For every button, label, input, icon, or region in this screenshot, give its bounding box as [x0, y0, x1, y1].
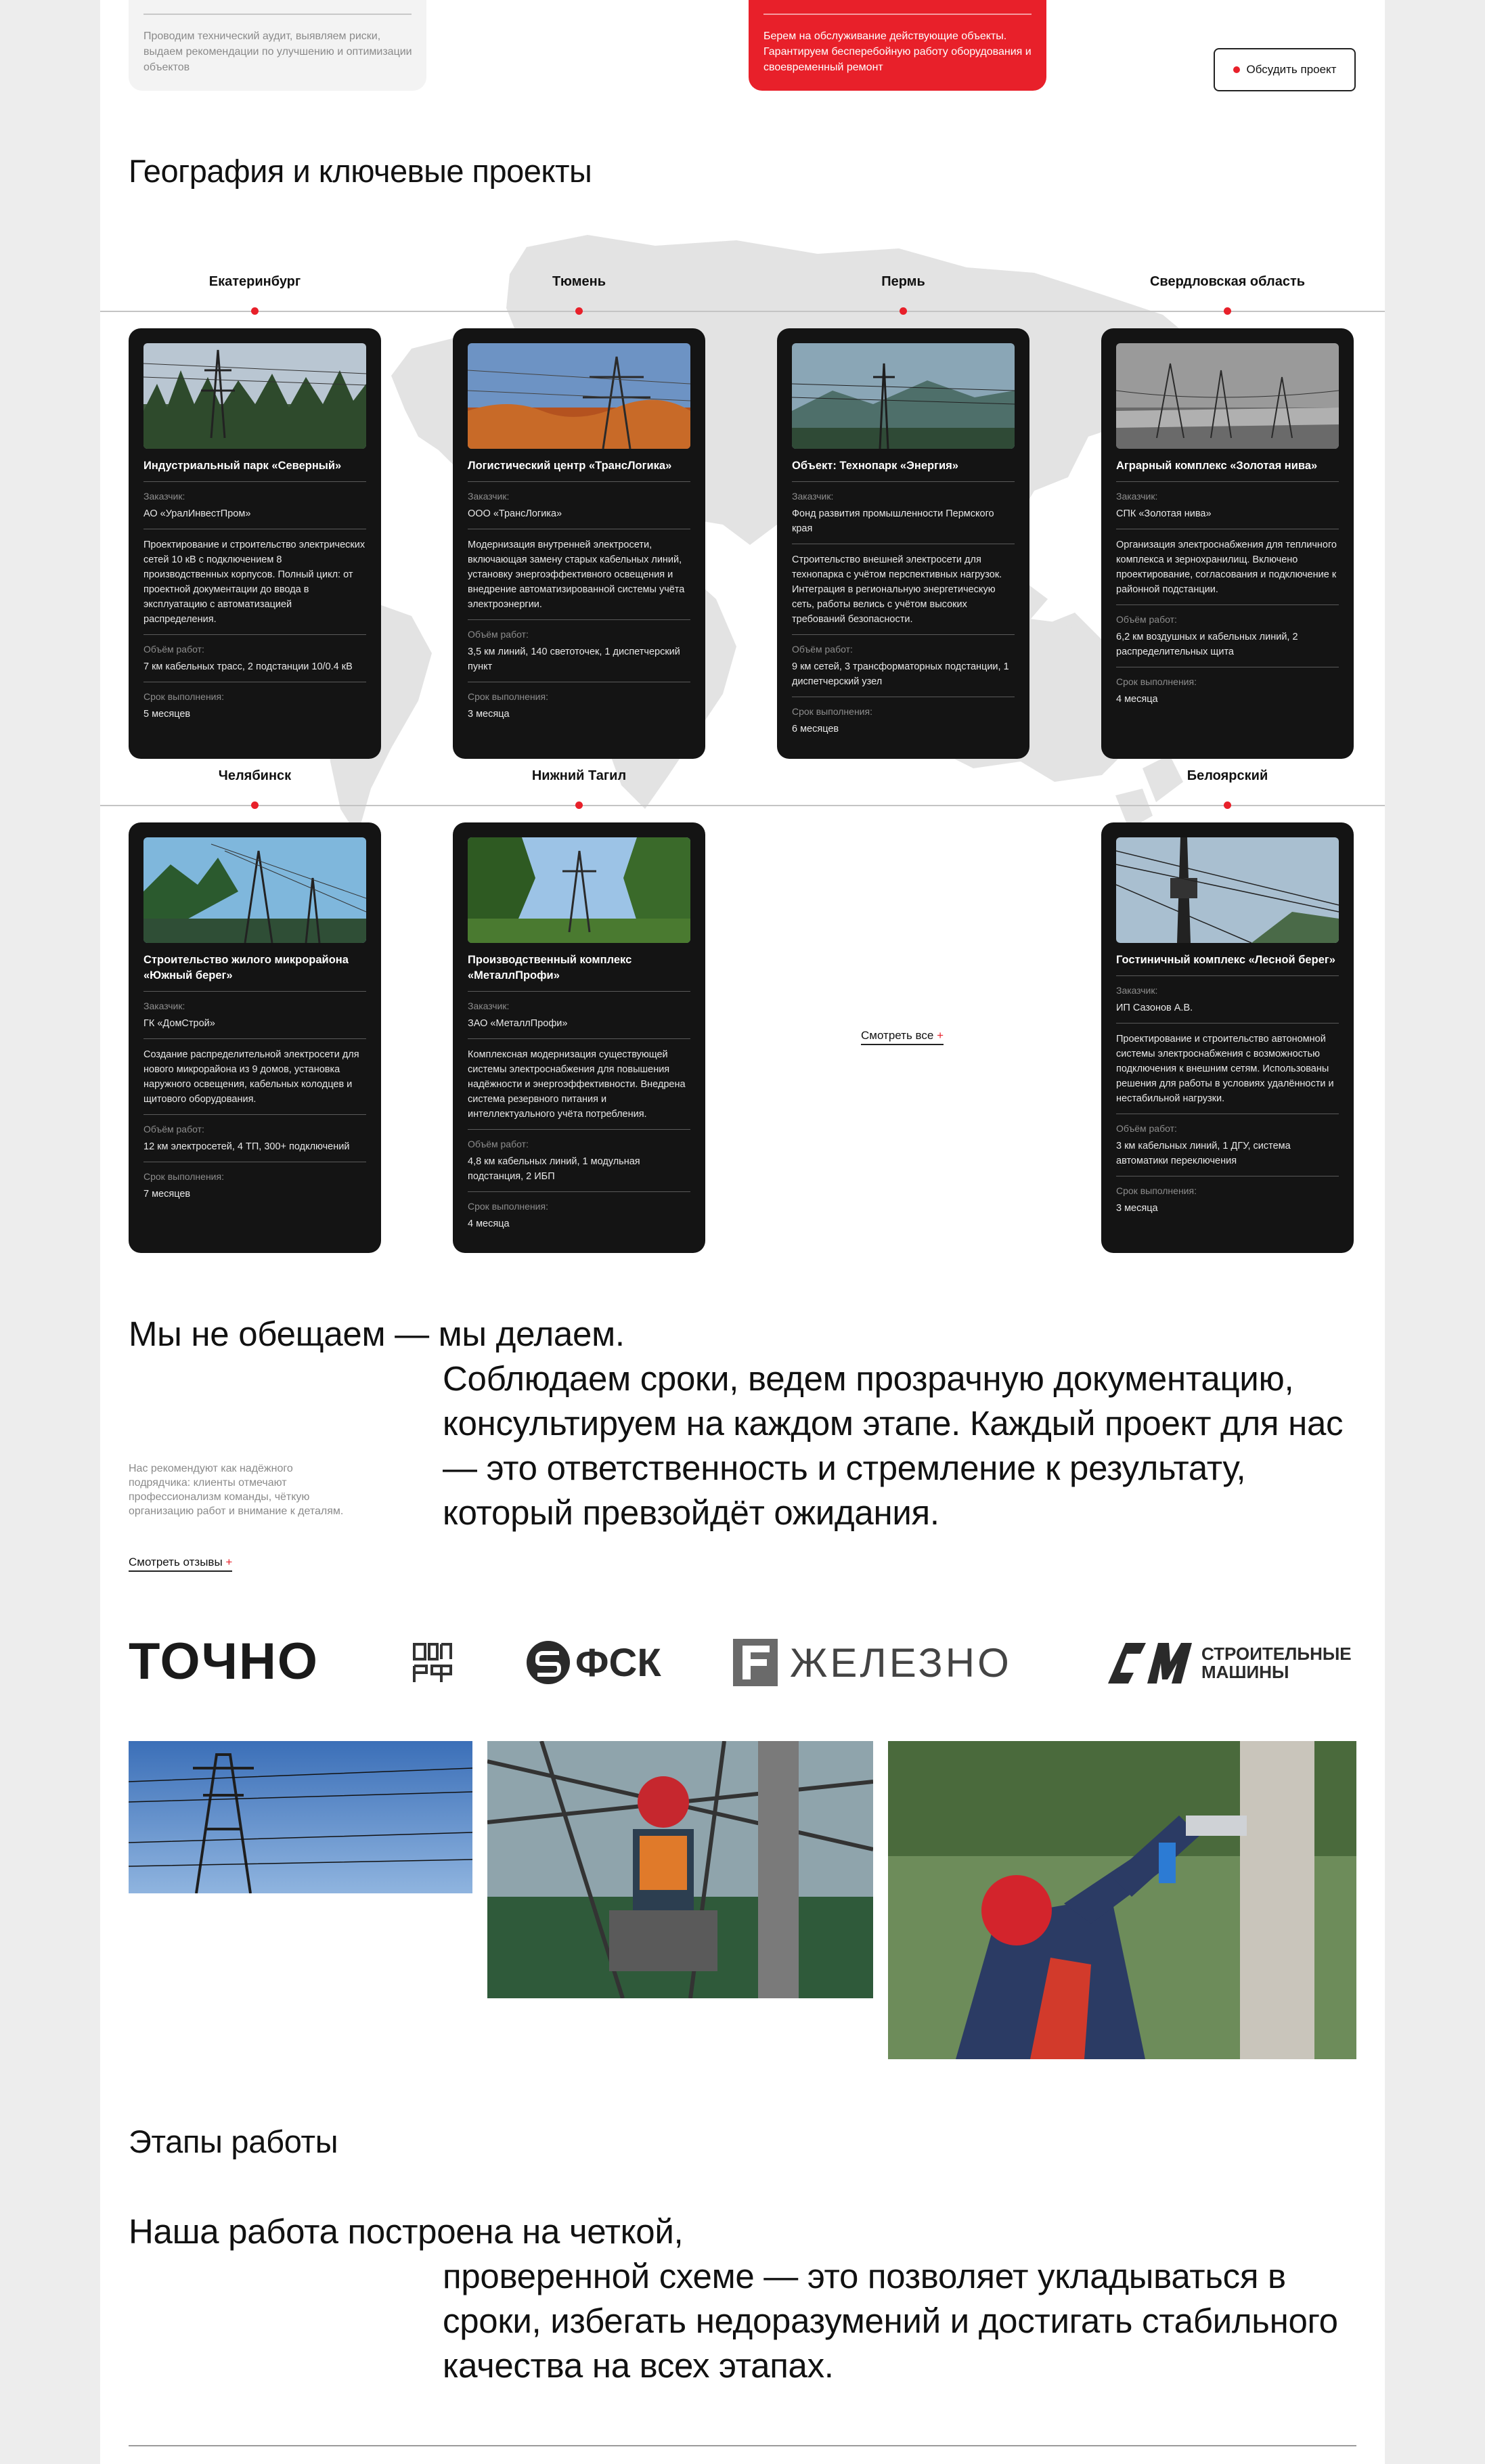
- service-card-audit: [129, 0, 426, 91]
- divider: [1116, 604, 1339, 605]
- project-card[interactable]: [453, 328, 705, 759]
- reviews-note: Нас рекомендуют как надёжного подрядчика: клиенты отмечают профессионализм команды, чёткую организацию работ и внимание к деталям.: [129, 1463, 344, 1517]
- project-photo: [468, 837, 690, 943]
- divider: [468, 1191, 690, 1192]
- zhelezno-emblem-icon: [733, 1639, 778, 1686]
- divider: [792, 634, 1015, 635]
- location-dot: [900, 307, 907, 315]
- world-map: [303, 234, 1224, 1012]
- promise-body: Соблюдаем сроки, ведем прозрачную документацию, консультируем на каждом этапе. Каждый проект для нас — это ответственность и стремление к результату, который превзойдёт ожидания.: [443, 1359, 1344, 1532]
- project-card[interactable]: [1101, 328, 1354, 759]
- volume-label: Объём работ:: [1116, 1123, 1177, 1134]
- project-photo: [468, 343, 690, 449]
- project-card[interactable]: [129, 328, 381, 759]
- location-dot: [1224, 801, 1231, 809]
- location-dot: [251, 307, 259, 315]
- volume-value: 7 км кабельных трасс, 2 подстанции 10/0.4 кВ: [143, 661, 353, 672]
- volume-value: 4,8 км кабельных линий, 1 модульная подстанция, 2 ИБП: [468, 1156, 640, 1182]
- location-dot: [1224, 307, 1231, 315]
- term-label: Срок выполнения:: [792, 706, 872, 717]
- steps-body: проверенной схеме — это позволяет укладываться в сроки, избегать недоразумений и достигать стабильного качества на всех этапах.: [443, 2257, 1338, 2385]
- project-description: Организация электроснабжения для тепличного комплекса и зернохранилищ. Включено проектирование, согласования и подключение к районной подстанции.: [1116, 540, 1337, 595]
- project-photo: [143, 837, 366, 943]
- plus-icon: +: [937, 1029, 944, 1042]
- reviews-link-label: Смотреть отзывы: [129, 1556, 223, 1568]
- volume-label: Объём работ:: [468, 629, 529, 640]
- customer-label: Заказчик:: [143, 491, 185, 502]
- customer-label: Заказчик:: [1116, 985, 1158, 996]
- term-value: 4 месяца: [1116, 694, 1158, 705]
- partner-logo-zhelezno: [733, 1637, 1012, 1688]
- discuss-project-button[interactable]: [1214, 48, 1356, 91]
- project-description: Комплексная модернизация существующей системы электроснабжения для повышения надёжности и энергоэффективности. Внедрена система резервного питания и интеллектуального учёта потребления.: [468, 1049, 686, 1120]
- divider: [143, 14, 412, 15]
- project-description: Модернизация внутренней электросети, включающая замену старых кабельных линий, установку энергоэффективного освещения и внедрение автоматизированной системы учёта электроэнергии.: [468, 540, 685, 610]
- divider: [468, 481, 690, 482]
- term-label: Срок выполнения:: [1116, 1185, 1197, 1196]
- volume-label: Объём работ:: [468, 1139, 529, 1149]
- geography-title: География и ключевые проекты: [129, 153, 592, 189]
- divider: [468, 991, 690, 992]
- city-label: Свердловская область: [1149, 274, 1306, 289]
- divider: [1116, 1023, 1339, 1024]
- project-title: Аграрный комплекс «Золотая нива»: [1116, 460, 1318, 472]
- divider: [1116, 975, 1339, 976]
- volume-value: 6,2 км воздушных и кабельных линий, 2 распределительных щита: [1116, 632, 1298, 657]
- customer-value: ООО «ТрансЛогика»: [468, 508, 562, 519]
- divider: [792, 481, 1015, 482]
- volume-value: 3 км кабельных линий, 1 ДГУ, система автоматики переключения: [1116, 1141, 1291, 1166]
- term-value: 3 месяца: [468, 709, 510, 720]
- term-value: 4 месяца: [468, 1218, 510, 1229]
- location-dot: [575, 801, 583, 809]
- customer-value: ГК «ДомСтрой»: [143, 1018, 215, 1029]
- volume-value: 9 км сетей, 3 трансформаторных подстанции, 1 диспетчерский узел: [792, 661, 1009, 687]
- partner-logo-domrf: [412, 1642, 453, 1684]
- steps-title: Этапы работы: [129, 2124, 338, 2159]
- see-all-link[interactable]: [861, 1029, 944, 1045]
- divider: [143, 634, 366, 635]
- timeline-track: [100, 311, 1385, 312]
- divider: [468, 1038, 690, 1039]
- project-description: Проектирование и строительство автономной системы электроснабжения с возможностью подключения к внешним сетям. Использованы решения для работы в условиях удалённости и нестабильной нагрузки.: [1116, 1034, 1334, 1104]
- term-label: Срок выполнения:: [468, 691, 548, 702]
- customer-value: Фонд развития промышленности Пермского края: [792, 508, 994, 534]
- project-photo: [1116, 343, 1339, 449]
- sm-emblem-icon: [1105, 1639, 1193, 1688]
- zhelezno-wordmark: ЖЕЛЕЗНО: [790, 1640, 1012, 1686]
- term-label: Срок выполнения:: [143, 691, 224, 702]
- volume-label: Объём работ:: [143, 644, 204, 655]
- customer-label: Заказчик:: [1116, 491, 1158, 502]
- timeline-track: [100, 805, 1385, 806]
- term-value: 5 месяцев: [143, 709, 191, 720]
- project-card[interactable]: [453, 822, 705, 1253]
- dot-icon: [1233, 66, 1240, 73]
- term-label: Срок выполнения:: [143, 1171, 224, 1182]
- fsk-emblem-icon: [525, 1640, 571, 1686]
- customer-value: АО «УралИнвестПром»: [143, 508, 251, 519]
- location-dot: [575, 307, 583, 315]
- project-description: Проектирование и строительство электрических сетей 10 кВ с подключением 8 производственных корпусов. Полный цикл: от проектной документации до ввода в эксплуатацию с автоматизацией распределения.: [143, 540, 365, 625]
- gallery-photo: [487, 1741, 873, 1998]
- service-card-maintenance: [749, 0, 1046, 91]
- customer-label: Заказчик:: [468, 491, 510, 502]
- service-maintenance-text: Берем на обслуживание действующие объекты. Гарантируем бесперебойную работу оборудования и своевременный ремонт: [763, 30, 1032, 73]
- gallery-photo: [888, 1741, 1356, 2059]
- gallery-photo: [129, 1741, 472, 1893]
- promise-lead: Мы не обещаем — мы делаем.: [129, 1315, 625, 1353]
- city-label: Екатеринбург: [208, 274, 301, 289]
- customer-label: Заказчик:: [792, 491, 834, 502]
- volume-label: Объём работ:: [792, 644, 853, 655]
- project-description: Строительство внешней электросети для технопарка с учётом перспективных нагрузок. Интеграция в региональную энергетическую сеть, работы велись с учётом высоких требований безопасности.: [792, 554, 1002, 625]
- divider: [143, 1114, 366, 1115]
- discuss-project-label: Обсудить проект: [1246, 63, 1337, 76]
- fsk-wordmark: ФСК: [575, 1640, 661, 1685]
- see-all-label: Смотреть все: [861, 1029, 934, 1042]
- customer-value: ЗАО «МеталлПрофи»: [468, 1018, 568, 1029]
- service-audit-text: Проводим технический аудит, выявляем риски, выдаем рекомендации по улучшению и оптимизации объектов: [143, 30, 412, 73]
- divider: [143, 1038, 366, 1039]
- project-title: Производственный комплекс «МеталлПрофи»: [468, 954, 632, 982]
- divider: [143, 991, 366, 992]
- project-title: Индустриальный парк «Северный»: [143, 460, 342, 472]
- term-label: Срок выполнения:: [1116, 676, 1197, 687]
- divider: [763, 14, 1032, 15]
- project-title: Объект: Технопарк «Энергия»: [792, 460, 958, 472]
- customer-value: СПК «Золотая нива»: [1116, 508, 1212, 519]
- location-dot: [251, 801, 259, 809]
- term-value: 3 месяца: [1116, 1203, 1158, 1214]
- partner-logo-tochno: ТОЧНО: [129, 1633, 319, 1690]
- sm-line2: МАШИНЫ: [1201, 1662, 1289, 1682]
- project-description: Создание распределительной электросети для нового микрорайона из 9 домов, установка наружного освещения, кабельных колодцев и щитового оборудования.: [143, 1049, 359, 1105]
- project-title: Гостиничный комплекс «Лесной берег»: [1116, 954, 1335, 966]
- project-title: Строительство жилого микрорайона «Южный берег»: [143, 954, 349, 982]
- volume-value: 3,5 км линий, 140 светоточек, 1 диспетчерский пункт: [468, 646, 680, 672]
- divider: [468, 1129, 690, 1130]
- term-value: 7 месяцев: [143, 1189, 191, 1200]
- city-label: Челябинск: [218, 768, 292, 783]
- project-photo: [143, 343, 366, 449]
- project-card[interactable]: [1101, 822, 1354, 1253]
- project-card[interactable]: [777, 328, 1029, 759]
- volume-value: 12 км электросетей, 4 ТП, 300+ подключений: [143, 1141, 350, 1152]
- divider: [1116, 481, 1339, 482]
- term-value: 6 месяцев: [792, 724, 839, 734]
- project-photo: [1116, 837, 1339, 943]
- partner-logo-sm: [1105, 1638, 1352, 1688]
- customer-label: Заказчик:: [468, 1000, 510, 1011]
- city-label: Пермь: [881, 274, 925, 289]
- divider: [129, 2445, 1356, 2446]
- sm-line1: СТРОИТЕЛЬНЫЕ: [1201, 1644, 1352, 1664]
- steps-lead: Наша работа построена на четкой,: [129, 2212, 684, 2251]
- term-label: Срок выполнения:: [468, 1201, 548, 1212]
- city-label: Белоярский: [1187, 768, 1268, 783]
- divider: [468, 619, 690, 620]
- partner-logo-fsk: [525, 1637, 661, 1688]
- plus-icon: +: [225, 1556, 233, 1568]
- project-photo: [792, 343, 1015, 449]
- divider: [143, 481, 366, 482]
- volume-label: Объём работ:: [1116, 614, 1177, 625]
- volume-label: Объём работ:: [143, 1124, 204, 1135]
- reviews-link[interactable]: [129, 1556, 232, 1572]
- project-title: Логистический центр «ТрансЛогика»: [468, 460, 672, 472]
- project-card[interactable]: [129, 822, 381, 1253]
- city-label: Нижний Тагил: [531, 768, 627, 783]
- city-label: Тюмень: [552, 274, 606, 289]
- customer-label: Заказчик:: [143, 1000, 185, 1011]
- page: [100, 0, 1385, 2464]
- customer-value: ИП Сазонов А.В.: [1116, 1003, 1193, 1013]
- sm-wordmark: [1201, 1645, 1352, 1681]
